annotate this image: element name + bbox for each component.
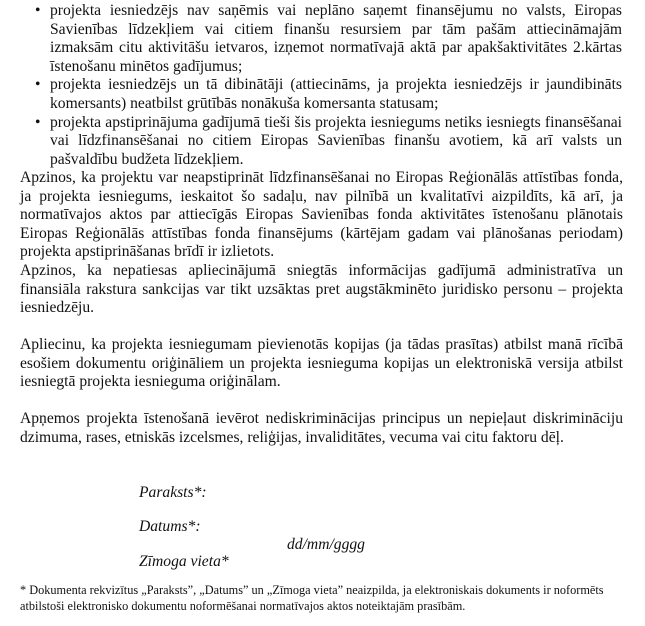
bullet-icon: • (35, 76, 41, 94)
list-item (30, 76, 622, 113)
paragraph-copies: Apliecinu, ka projekta iesniegumam pievienotās kopijas (ja tādas prasītas) atbilst manā rīcībā esošiem dokumentu oriģināliem un projekta iesnieguma kopijas un elektroniskā versija atbilst iesniegtā projekta iesnieguma oriģinālam. (20, 336, 623, 391)
list-item-text: projekta iesniedzējs nav saņēmis vai neplāno saņemt finansējumu no valsts, Eiropas Savienības līdzekļiem vai citiem finanšu resursiem par tām pašām attiecināmajām izmaksām citu aktivitāšu ietvaros, izņemot normatīvajā aktā par apakšaktivitātes 2.kārtas īstenošanu minētos gadījumus; (50, 2, 622, 75)
paragraph-sanctions: Apzinos, ka nepatiesas apliecinājumā sniegtās informācijas gadījumā administratīva un finansiāla rakstura sankcijas var tikt uzsāktas pret augstākminēto juridisko personu – projekta iesniedzēju. (20, 262, 623, 317)
declaration-bullet-list (30, 2, 622, 169)
stamp-place-label: Zīmoga vieta* (139, 553, 229, 570)
date-format-placeholder: dd/mm/gggg (287, 536, 365, 553)
list-item-text: projekta apstiprinājuma gadījumā tieši šis projekta iesniegums netiks iesniegts finansēšanai vai līdzfinansēšanai no citiem Eiropas Savienības finanšu avotiem, kā arī valsts un pašvaldību budžeta līdzekļiem. (50, 113, 622, 168)
list-item-text: projekta iesniedzējs un tā dibinātāji (attiecināms, ja projekta iesniedzējs ir jaundibināts komersants) neatbilst grūtībās nonākuša komersanta statusam; (50, 76, 622, 112)
footnote: * Dokumenta rekvizītus „Paraksts”, „Datums” un „Zīmoga vieta” neaizpilda, ja elektroniskais dokuments ir noformēts atbilstoši elektronisko dokumentu noformēšanai normatīvajos aktos noteiktajām prasībām. (20, 583, 604, 613)
date-label: Datums*: (139, 518, 201, 535)
signature-label: Paraksts*: (139, 484, 207, 501)
paragraph-funding-refusal: Apzinos, ka projektu var neapstiprināt līdzfinansēšanai no Eiropas Reģionālās attīstības fonda, ja projekta iesniegums, ieskaitot šo sadaļu, nav pilnībā un kvalitatīvi aizpildīts, kā arī, ja normatīvajos aktos par attiecīgās Eiropas Savienības fonda aktivitātes īstenošanu plānotais Eiropas Reģionālās attīstības fonda finansējums (kārtējam gadam vai plānošanas periodam) projekta apstiprināšanas brīdī ir izlietots. (20, 169, 623, 261)
list-item (30, 114, 622, 170)
paragraph-non-discrimination: Apņemos projekta īstenošanā ievērot nediskriminācijas principus un nepieļaut diskrimināciju dzimuma, rases, etniskās izcelsmes, reliģijas, invaliditātes, vecuma vai citu faktoru dēļ. (20, 410, 623, 446)
list-item (30, 2, 622, 76)
bullet-icon: • (35, 2, 41, 19)
bullet-icon: • (35, 113, 41, 131)
